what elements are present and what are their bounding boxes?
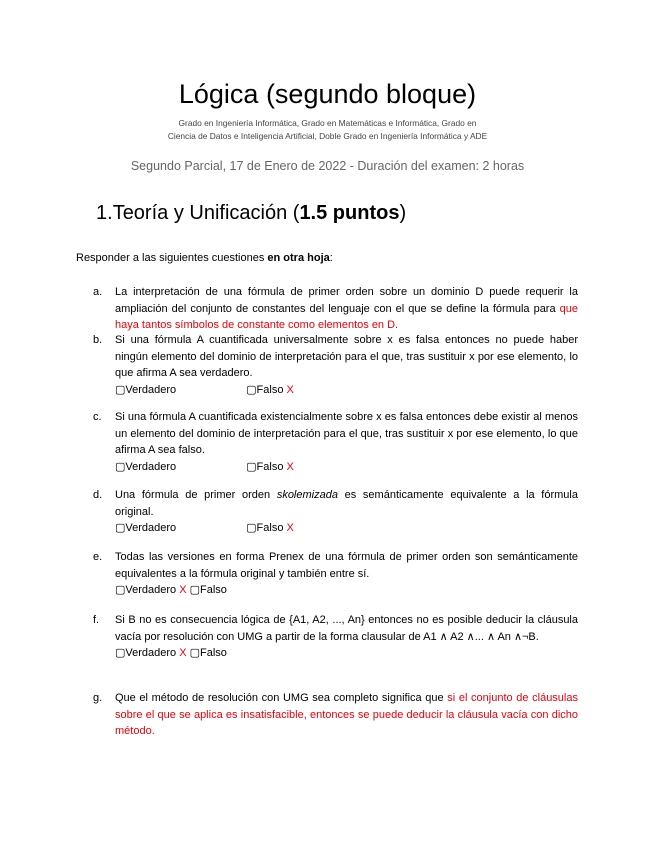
degree-programs [0, 117, 655, 143]
question-c [93, 409, 578, 475]
question-text: Si B no es consecuencia lógica de {A1, A2, ..., An} entonces no es posible deducir la cláusula vacía por resolución con UMG a partir de la forma clausular de A1 ∧ A2 ∧... ∧ An ∧¬B. [115, 614, 578, 643]
option-false[interactable]: ▢Falso [246, 460, 284, 473]
option-false[interactable]: ▢Falso [246, 383, 284, 396]
option-true[interactable]: ▢Verdadero [115, 383, 177, 396]
degree-programs-line2: Ciencia de Datos e Inteligencia Artificial, Doble Grado en Ingeniería Informática y ADE [167, 131, 488, 141]
option-true[interactable]: ▢Verdadero [115, 522, 177, 535]
answer-options [115, 520, 578, 536]
question-b [93, 332, 578, 398]
question-statement-pre: Una fórmula de primer orden [115, 489, 277, 501]
section-number: 1. [96, 202, 113, 224]
option-false[interactable]: ▢Falso [189, 584, 227, 597]
question-f [93, 612, 578, 661]
answer-mark: X [286, 460, 294, 473]
question-letter: g. [93, 692, 103, 704]
answer-mark: X [179, 647, 187, 660]
question-statement: La interpretación de una fórmula de primer orden sobre un dominio D puede requerir la ampliación del conjunto de constantes del lenguaje con el que se define la fórmula para [115, 286, 578, 315]
answer-options [115, 382, 578, 398]
answer-options [115, 459, 578, 475]
question-letter: e. [93, 551, 103, 563]
question-d [93, 487, 578, 536]
answer-text: que haya tantos símbolos de constante como elementos en D. [115, 302, 578, 332]
question-text: Todas las versiones en forma Prenex de una fórmula de primer orden son semánticamente equivalentes a la fórmula original y también entre sí. [115, 551, 578, 580]
question-text: Si una fórmula A cuantificada universalmente sobre x es falsa entonces no puede haber ningún elemento del dominio de interpretación para el que, tras sustituir x por ese elemento, lo que afirma A sea verdadero. [115, 334, 578, 380]
question-statement-post: es semánticamente equivalente a la fórmula original. [115, 489, 578, 518]
question-letter: c. [93, 411, 102, 423]
question-a [93, 284, 578, 334]
question-letter: f. [93, 614, 100, 626]
question-statement: Que el método de resolución con UMG sea completo significa que [115, 692, 448, 704]
degree-programs-line1: Grado en Ingeniería Informática, Grado en Matemáticas e Informática, Grado en [178, 118, 477, 128]
section-heading [96, 200, 406, 226]
option-true[interactable]: ▢Verdadero [115, 647, 177, 660]
option-false[interactable]: ▢Falso [189, 647, 227, 660]
question-text: Si una fórmula A cuantificada existencialmente sobre x es falsa entonces debe existir al menos un elemento del dominio de interpretación para el que, tras sustituir x por ese elemento, lo que afirma A sea falso. [115, 411, 578, 457]
answer-text: si el conjunto de cláusulas sobre el que se aplica es insatisfacible, entonces se puede deducir la cláusula vacía con dicho método. [115, 692, 578, 738]
question-text [115, 284, 578, 334]
instructions-end: : [329, 252, 333, 264]
option-false[interactable]: ▢Falso [246, 522, 284, 535]
section-points: 1.5 puntos [299, 202, 400, 224]
section-close: ) [399, 202, 407, 224]
option-true[interactable]: ▢Verdadero [115, 584, 177, 597]
question-letter: d. [93, 489, 103, 501]
question-text [115, 487, 578, 520]
answer-mark: X [286, 522, 294, 535]
document-title: Lógica (segundo bloque) [178, 79, 477, 109]
answer-mark: X [286, 383, 294, 396]
question-text [115, 690, 578, 740]
exam-info: Segundo Parcial, 17 de Enero de 2022 - Duración del examen: 2 horas [130, 159, 525, 173]
question-g [93, 690, 578, 740]
question-letter: a. [93, 286, 103, 298]
answer-mark: X [179, 584, 187, 597]
answer-options [115, 645, 578, 661]
instructions-text: Responder a las siguientes cuestiones [76, 252, 268, 264]
question-statement-italic: skolemizada [276, 489, 338, 501]
instructions [76, 251, 333, 266]
instructions-bold: en otra hoja [267, 252, 330, 264]
option-true[interactable]: ▢Verdadero [115, 460, 177, 473]
answer-options [115, 582, 578, 598]
question-e [93, 549, 578, 598]
section-title: Teoría y Unificación ( [112, 202, 300, 224]
question-letter: b. [93, 334, 103, 346]
